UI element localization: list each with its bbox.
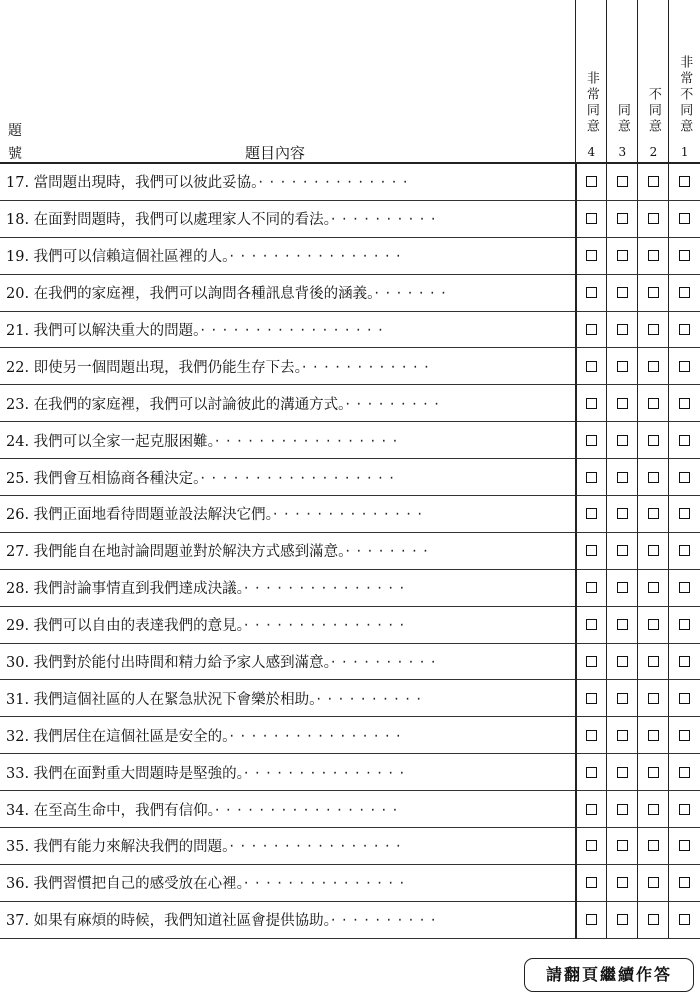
answer-cell-strongly-agree: [576, 901, 607, 938]
question-text-cell: [0, 496, 576, 533]
answer-cell-strongly-disagree: [669, 348, 700, 385]
question-text: 36. 我們習慣把自己的感受放在心裡。: [6, 876, 244, 893]
question-text: 37. 如果有麻煩的時候，我們知道社區會提供協助。: [6, 913, 331, 930]
checkbox-strongly-agree[interactable]: [586, 582, 597, 593]
question-row: [0, 237, 700, 274]
answer-cell-disagree: [638, 459, 669, 496]
answer-cell-disagree: [638, 163, 669, 200]
answer-cell-strongly-disagree: [669, 459, 700, 496]
checkbox-agree[interactable]: [617, 398, 628, 409]
answer-cell-agree: [607, 496, 638, 533]
question-row: [0, 385, 700, 422]
answer-cell-disagree: [638, 864, 669, 901]
checkbox-strongly-disagree[interactable]: [679, 767, 690, 778]
checkbox-strongly-disagree[interactable]: [679, 435, 690, 446]
checkbox-strongly-disagree[interactable]: [679, 730, 690, 741]
answer-cell-agree: [607, 422, 638, 459]
checkbox-disagree[interactable]: [648, 324, 659, 335]
answer-cell-strongly-disagree: [669, 791, 700, 828]
question-text: 30. 我們對於能付出時間和精力給予家人感到滿意。: [6, 655, 331, 672]
checkbox-disagree[interactable]: [648, 767, 659, 778]
checkbox-strongly-disagree[interactable]: [679, 472, 690, 483]
question-text: 27. 我們能自在地討論問題並對於解決方式感到滿意。: [6, 544, 346, 561]
question-row: [0, 717, 700, 754]
answer-cell-agree: [607, 643, 638, 680]
answer-cell-disagree: [638, 274, 669, 311]
answer-cell-strongly-agree: [576, 864, 607, 901]
answer-cell-disagree: [638, 237, 669, 274]
answer-cell-agree: [607, 606, 638, 643]
question-text-cell: [0, 717, 576, 754]
answer-cell-strongly-agree: [576, 237, 607, 274]
checkbox-strongly-agree[interactable]: [586, 840, 597, 851]
question-row: [0, 828, 700, 865]
checkbox-agree[interactable]: [617, 361, 628, 372]
checkbox-agree[interactable]: [617, 804, 628, 815]
answer-cell-disagree: [638, 569, 669, 606]
checkbox-agree[interactable]: [617, 545, 628, 556]
question-row: [0, 496, 700, 533]
dot-leader: ‧‧‧‧‧‧‧‧‧‧‧‧‧‧‧: [243, 765, 411, 782]
question-text: 24. 我們可以全家一起克服困難。: [6, 433, 215, 450]
question-row: [0, 532, 700, 569]
answer-cell-strongly-agree: [576, 680, 607, 717]
checkbox-strongly-agree[interactable]: [586, 435, 597, 446]
answer-cell-disagree: [638, 717, 669, 754]
checkbox-strongly-agree[interactable]: [586, 213, 597, 224]
question-row: [0, 200, 700, 237]
question-row: [0, 791, 700, 828]
checkbox-disagree[interactable]: [648, 250, 659, 261]
answer-cell-strongly-disagree: [669, 274, 700, 311]
checkbox-agree[interactable]: [617, 176, 628, 187]
question-row: [0, 569, 700, 606]
checkbox-agree[interactable]: [617, 767, 628, 778]
dot-leader: ‧‧‧‧‧‧‧‧‧‧‧‧‧‧‧‧: [229, 249, 408, 266]
checkbox-disagree[interactable]: [648, 213, 659, 224]
question-text: 31. 我們這個社區的人在緊急狀況下會樂於相助。: [6, 691, 317, 708]
checkbox-strongly-disagree[interactable]: [679, 508, 690, 519]
question-text-cell: [0, 237, 576, 274]
checkbox-agree[interactable]: [617, 656, 628, 667]
dot-leader: ‧‧‧‧‧‧‧: [374, 286, 453, 303]
checkbox-agree[interactable]: [617, 213, 628, 224]
checkbox-disagree[interactable]: [648, 693, 659, 704]
answer-cell-strongly-disagree: [669, 828, 700, 865]
question-text: 21. 我們可以解決重大的問題。: [6, 323, 201, 339]
answer-cell-strongly-disagree: [669, 422, 700, 459]
checkbox-strongly-disagree[interactable]: [679, 176, 690, 187]
answer-cell-strongly-disagree: [669, 643, 700, 680]
answer-cell-disagree: [638, 385, 669, 422]
checkbox-strongly-disagree[interactable]: [679, 656, 690, 667]
answer-cell-disagree: [638, 901, 669, 938]
answer-cell-strongly-disagree: [669, 606, 700, 643]
answer-cell-strongly-disagree: [669, 311, 700, 348]
checkbox-strongly-agree[interactable]: [586, 804, 597, 815]
answer-cell-disagree: [638, 643, 669, 680]
question-row: [0, 163, 700, 200]
answer-cell-agree: [607, 754, 638, 791]
checkbox-disagree[interactable]: [648, 914, 659, 925]
checkbox-disagree[interactable]: [648, 472, 659, 483]
answer-cell-disagree: [638, 496, 669, 533]
question-text-cell: [0, 754, 576, 791]
checkbox-strongly-disagree[interactable]: [679, 287, 690, 298]
dot-leader: ‧‧‧‧‧‧‧‧‧‧‧‧‧‧‧‧‧: [214, 802, 404, 819]
answer-cell-strongly-agree: [576, 569, 607, 606]
question-text: 34. 在至高生命中，我們有信仰。: [6, 802, 215, 819]
dot-leader: ‧‧‧‧‧‧‧‧‧‧‧‧: [301, 359, 436, 376]
option-header-agree: 同意 3: [607, 0, 638, 163]
checkbox-strongly-agree[interactable]: [586, 877, 597, 888]
dot-leader: ‧‧‧‧‧‧‧‧‧‧‧‧‧‧‧‧: [229, 839, 408, 856]
answer-cell-agree: [607, 385, 638, 422]
checkbox-strongly-agree[interactable]: [586, 361, 597, 372]
question-row: [0, 348, 700, 385]
answer-cell-strongly-disagree: [669, 569, 700, 606]
checkbox-disagree[interactable]: [648, 287, 659, 298]
checkbox-strongly-agree[interactable]: [586, 619, 597, 630]
checkbox-agree[interactable]: [617, 250, 628, 261]
number-header-1: 題: [8, 123, 22, 139]
dot-leader: ‧‧‧‧‧‧‧‧‧‧‧‧‧‧‧: [243, 581, 411, 598]
question-text-cell: [0, 311, 576, 348]
answer-cell-agree: [607, 237, 638, 274]
checkbox-strongly-agree[interactable]: [586, 324, 597, 335]
question-row: [0, 901, 700, 938]
question-text: 20. 在我們的家庭裡，我們可以詢問各種訊息背後的涵義。: [6, 286, 375, 303]
answer-cell-strongly-agree: [576, 828, 607, 865]
answer-cell-strongly-agree: [576, 606, 607, 643]
checkbox-strongly-agree[interactable]: [586, 730, 597, 741]
question-text-cell: [0, 200, 576, 237]
dot-leader: ‧‧‧‧‧‧‧‧‧‧: [330, 655, 443, 672]
dot-leader: ‧‧‧‧‧‧‧‧‧‧‧‧‧‧: [272, 507, 429, 524]
checkbox-disagree[interactable]: [648, 508, 659, 519]
answer-cell-agree: [607, 717, 638, 754]
question-text-cell: [0, 385, 576, 422]
question-row: [0, 754, 700, 791]
question-text: 17. 當問題出現時，我們可以彼此妥協。: [6, 175, 259, 192]
answer-cell-disagree: [638, 754, 669, 791]
checkbox-agree[interactable]: [617, 582, 628, 593]
question-text-cell: [0, 422, 576, 459]
answer-cell-disagree: [638, 200, 669, 237]
checkbox-strongly-disagree[interactable]: [679, 361, 690, 372]
checkbox-strongly-disagree[interactable]: [679, 250, 690, 261]
dot-leader: ‧‧‧‧‧‧‧‧‧‧‧‧‧‧‧: [243, 618, 411, 635]
dot-leader: ‧‧‧‧‧‧‧‧‧‧‧‧‧‧‧‧‧: [214, 433, 404, 450]
question-text-cell: [0, 828, 576, 865]
question-text-cell: [0, 348, 576, 385]
question-row: [0, 459, 700, 496]
items-body: [0, 163, 700, 938]
continue-next-page-label: 請翻頁繼續作答: [524, 958, 694, 992]
question-text-cell: [0, 459, 576, 496]
question-row: [0, 274, 700, 311]
answer-cell-strongly-agree: [576, 348, 607, 385]
checkbox-disagree[interactable]: [648, 176, 659, 187]
question-text: 19. 我們可以信賴這個社區裡的人。: [6, 249, 230, 266]
question-row: [0, 643, 700, 680]
question-row: [0, 311, 700, 348]
answer-cell-strongly-disagree: [669, 532, 700, 569]
answer-cell-strongly-disagree: [669, 864, 700, 901]
answer-cell-strongly-disagree: [669, 237, 700, 274]
checkbox-disagree[interactable]: [648, 435, 659, 446]
answer-cell-agree: [607, 274, 638, 311]
answer-cell-strongly-disagree: [669, 163, 700, 200]
question-text: 29. 我們可以自由的表達我們的意見。: [6, 618, 244, 635]
checkbox-strongly-disagree[interactable]: [679, 840, 690, 851]
option-header-strongly-disagree: 非常不同意 1: [669, 0, 700, 163]
checkbox-strongly-agree[interactable]: [586, 545, 597, 556]
answer-cell-agree: [607, 901, 638, 938]
answer-cell-strongly-disagree: [669, 717, 700, 754]
answer-cell-strongly-disagree: [669, 901, 700, 938]
checkbox-agree[interactable]: [617, 914, 628, 925]
answer-cell-strongly-agree: [576, 643, 607, 680]
answer-cell-agree: [607, 569, 638, 606]
dot-leader: ‧‧‧‧‧‧‧‧‧‧: [330, 913, 443, 930]
question-text-cell: [0, 901, 576, 938]
dot-leader: ‧‧‧‧‧‧‧‧‧: [345, 396, 446, 413]
checkbox-strongly-disagree[interactable]: [679, 914, 690, 925]
dot-leader: ‧‧‧‧‧‧‧‧‧‧‧‧‧‧‧‧‧‧: [200, 470, 401, 487]
question-text: 28. 我們討論事情直到我們達成決議。: [6, 581, 244, 598]
number-header-2: 號: [8, 146, 22, 162]
content-header: 題目內容: [245, 144, 306, 162]
question-text: 23. 在我們的家庭裡，我們可以討論彼此的溝通方式。: [6, 396, 346, 413]
question-text-cell: [0, 680, 576, 717]
checkbox-agree[interactable]: [617, 840, 628, 851]
answer-cell-strongly-agree: [576, 200, 607, 237]
checkbox-agree[interactable]: [617, 435, 628, 446]
option-header-disagree: 不同意 2: [638, 0, 669, 163]
dot-leader: ‧‧‧‧‧‧‧‧‧‧‧‧‧‧‧‧: [229, 728, 408, 745]
answer-cell-strongly-agree: [576, 163, 607, 200]
option-header-strongly-agree: 非常同意 4: [576, 0, 607, 163]
answer-cell-strongly-agree: [576, 532, 607, 569]
question-text-cell: [0, 532, 576, 569]
answer-cell-agree: [607, 459, 638, 496]
checkbox-strongly-agree[interactable]: [586, 398, 597, 409]
answer-cell-strongly-disagree: [669, 754, 700, 791]
checkbox-strongly-agree[interactable]: [586, 472, 597, 483]
checkbox-disagree[interactable]: [648, 877, 659, 888]
checkbox-agree[interactable]: [617, 877, 628, 888]
question-row: [0, 422, 700, 459]
question-text-cell: [0, 791, 576, 828]
answer-cell-strongly-disagree: [669, 200, 700, 237]
checkbox-strongly-disagree[interactable]: [679, 804, 690, 815]
checkbox-strongly-disagree[interactable]: [679, 877, 690, 888]
answer-cell-agree: [607, 828, 638, 865]
answer-cell-agree: [607, 200, 638, 237]
answer-cell-strongly-disagree: [669, 680, 700, 717]
checkbox-strongly-agree[interactable]: [586, 656, 597, 667]
answer-cell-disagree: [638, 791, 669, 828]
checkbox-agree[interactable]: [617, 324, 628, 335]
question-text: 35. 我們有能力來解決我們的問題。: [6, 839, 230, 856]
question-text-cell: [0, 864, 576, 901]
checkbox-strongly-disagree[interactable]: [679, 693, 690, 704]
answer-cell-agree: [607, 864, 638, 901]
answer-cell-disagree: [638, 532, 669, 569]
question-text-cell: [0, 569, 576, 606]
answer-cell-disagree: [638, 422, 669, 459]
answer-cell-strongly-agree: [576, 274, 607, 311]
question-row: [0, 864, 700, 901]
answer-cell-agree: [607, 532, 638, 569]
dot-leader: ‧‧‧‧‧‧‧‧‧‧‧‧‧‧‧‧‧: [200, 323, 390, 339]
checkbox-strongly-disagree[interactable]: [679, 213, 690, 224]
checkbox-agree[interactable]: [617, 693, 628, 704]
checkbox-strongly-agree[interactable]: [586, 914, 597, 925]
checkbox-disagree[interactable]: [648, 619, 659, 630]
dot-leader: ‧‧‧‧‧‧‧‧‧‧: [330, 212, 443, 229]
answer-cell-disagree: [638, 828, 669, 865]
checkbox-agree[interactable]: [617, 508, 628, 519]
header-row: [0, 0, 700, 163]
checkbox-disagree[interactable]: [648, 804, 659, 815]
checkbox-agree[interactable]: [617, 619, 628, 630]
checkbox-strongly-disagree[interactable]: [679, 545, 690, 556]
answer-cell-agree: [607, 163, 638, 200]
checkbox-disagree[interactable]: [648, 656, 659, 667]
answer-cell-disagree: [638, 311, 669, 348]
checkbox-agree[interactable]: [617, 730, 628, 741]
checkbox-strongly-agree[interactable]: [586, 250, 597, 261]
answer-cell-agree: [607, 680, 638, 717]
question-text-cell: [0, 606, 576, 643]
question-row: [0, 680, 700, 717]
answer-cell-disagree: [638, 348, 669, 385]
checkbox-strongly-agree[interactable]: [586, 176, 597, 187]
dot-leader: ‧‧‧‧‧‧‧‧: [345, 544, 435, 561]
checkbox-disagree[interactable]: [648, 545, 659, 556]
answer-cell-strongly-agree: [576, 496, 607, 533]
question-text: 25. 我們會互相協商各種決定。: [6, 470, 201, 487]
header-left: [0, 0, 576, 163]
checkbox-disagree[interactable]: [648, 730, 659, 741]
question-text-cell: [0, 163, 576, 200]
checkbox-strongly-disagree[interactable]: [679, 324, 690, 335]
answer-cell-agree: [607, 348, 638, 385]
answer-cell-strongly-agree: [576, 717, 607, 754]
dot-leader: ‧‧‧‧‧‧‧‧‧‧‧‧‧‧: [258, 175, 414, 192]
checkbox-disagree[interactable]: [648, 398, 659, 409]
answer-cell-strongly-agree: [576, 311, 607, 348]
answer-cell-strongly-agree: [576, 791, 607, 828]
answer-cell-strongly-agree: [576, 385, 607, 422]
answer-cell-agree: [607, 311, 638, 348]
question-text: 33. 我們在面對重大問題時是堅強的。: [6, 765, 244, 782]
checkbox-strongly-agree[interactable]: [586, 693, 597, 704]
dot-leader: ‧‧‧‧‧‧‧‧‧‧: [316, 691, 428, 708]
question-row: [0, 606, 700, 643]
checkbox-strongly-agree[interactable]: [586, 767, 597, 778]
question-text: 22. 即使另一個問題出現，我們仍能生存下去。: [6, 359, 302, 376]
checkbox-strongly-agree[interactable]: [586, 508, 597, 519]
question-text: 32. 我們居住在這個社區是安全的。: [6, 728, 230, 745]
checkbox-strongly-disagree[interactable]: [679, 398, 690, 409]
question-text-cell: [0, 274, 576, 311]
dot-leader: ‧‧‧‧‧‧‧‧‧‧‧‧‧‧‧: [243, 876, 411, 893]
answer-cell-strongly-agree: [576, 754, 607, 791]
checkbox-disagree[interactable]: [648, 840, 659, 851]
checkbox-strongly-agree[interactable]: [586, 287, 597, 298]
answer-cell-strongly-disagree: [669, 496, 700, 533]
checkbox-disagree[interactable]: [648, 361, 659, 372]
question-text: 26. 我們正面地看待問題並設法解決它們。: [6, 507, 273, 524]
checkbox-strongly-disagree[interactable]: [679, 582, 690, 593]
answer-cell-disagree: [638, 680, 669, 717]
answer-cell-disagree: [638, 606, 669, 643]
answer-cell-strongly-agree: [576, 422, 607, 459]
checkbox-agree[interactable]: [617, 472, 628, 483]
checkbox-agree[interactable]: [617, 287, 628, 298]
question-text: 18. 在面對問題時，我們可以處理家人不同的看法。: [6, 212, 331, 229]
answer-cell-strongly-agree: [576, 459, 607, 496]
checkbox-strongly-disagree[interactable]: [679, 619, 690, 630]
answer-cell-strongly-disagree: [669, 385, 700, 422]
answer-cell-agree: [607, 791, 638, 828]
question-text-cell: [0, 643, 576, 680]
checkbox-disagree[interactable]: [648, 582, 659, 593]
